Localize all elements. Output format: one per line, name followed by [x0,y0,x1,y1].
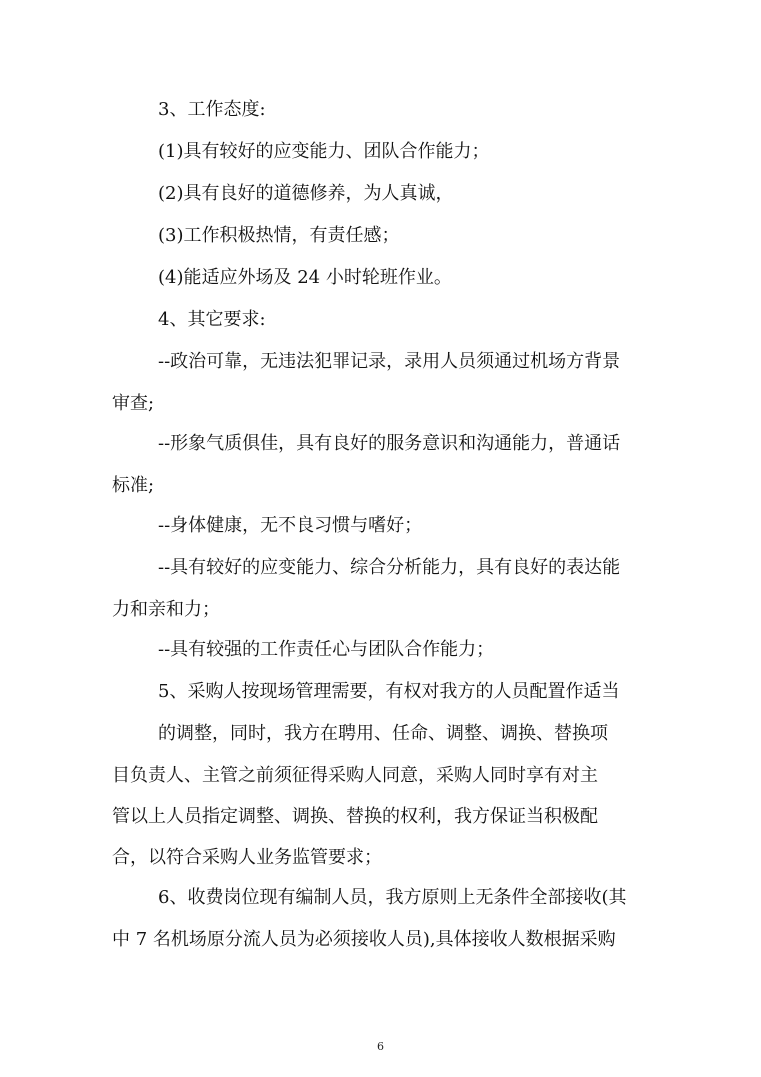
text-line: 合，以符合采购人业务监管要求； [112,847,382,868]
text-line: 的调整，同时，我方在聘用、任命、调整、调换、替换项 [158,723,608,744]
text-line: --政治可靠，无违法犯罪记录，录用人员须通过机场方背景 [158,351,621,372]
text-line: 力和亲和力； [112,599,220,620]
text-line: (2)具有良好的道德修养，为人真诚， [158,183,454,204]
text-line: --具有较好的应变能力、综合分析能力，具有良好的表达能 [158,557,621,578]
text-line: 3、工作态度: [158,99,266,120]
text-line: 目负责人、主管之前须征得采购人同意，采购人同时享有对主 [112,765,598,786]
text-line: 审查; [112,393,155,414]
text-line: --形象气质俱佳，具有良好的服务意识和沟通能力，普通话 [158,433,621,454]
page-number: 6 [377,1040,384,1053]
text-line: (3)工作积极热情，有责任感； [158,225,400,246]
text-line: 标准; [112,475,155,496]
text-line: 5、采购人按现场管理需要，有权对我方的人员配置作适当 [158,681,620,702]
text-line: --具有较强的工作责任心与团队合作能力； [158,639,495,660]
text-line: (1)具有较好的应变能力、团队合作能力； [158,141,490,162]
text-line: 中 7 名机场原分流人员为必须接收人员),具体接收人数根据采购 [112,929,616,950]
text-line: --身体健康，无不良习惯与嗜好； [158,515,423,536]
text-line: 6、收费岗位现有编制人员，我方原则上无条件全部接收(其 [158,887,627,908]
text-line: (4)能适应外场及 24 小时轮班作业。 [158,267,452,288]
text-line: 管以上人员指定调整、调换、替换的权利，我方保证当积极配 [112,806,598,827]
text-line: 4、其它要求: [158,309,266,330]
